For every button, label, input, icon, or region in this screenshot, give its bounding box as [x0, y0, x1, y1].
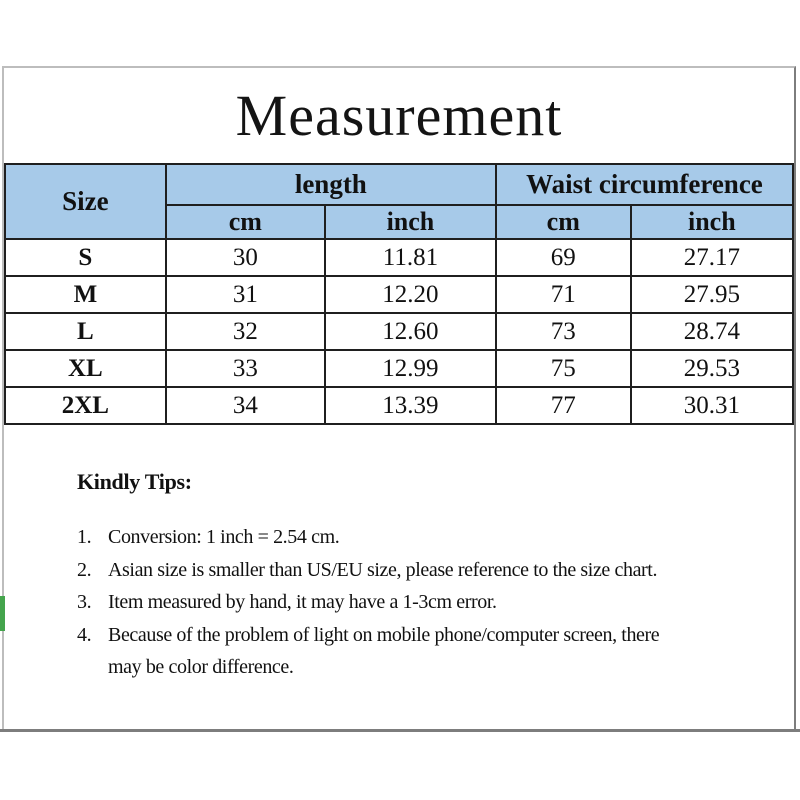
waist-cm-value: 71 — [496, 276, 631, 313]
title-box — [4, 68, 794, 163]
table-row-2xl — [5, 387, 793, 424]
size-label: 2XL — [5, 387, 166, 424]
length-inch-value: 13.39 — [325, 387, 496, 424]
tip-text: Asian size is smaller than US/EU size, please reference to the size chart. — [108, 558, 658, 581]
length-cm-value: 33 — [166, 350, 325, 387]
waist-inch-value: 30.31 — [631, 387, 793, 424]
table-row-xl — [5, 350, 793, 387]
waist-cm-value: 77 — [496, 387, 631, 424]
tip-text: Because of the problem of light on mobile phone/computer screen, there may be color difference. — [108, 623, 660, 678]
tip-number: 1. — [77, 526, 92, 548]
table-row-l — [5, 313, 793, 350]
length-cm-value: 32 — [166, 313, 325, 350]
waist-cm-value: 73 — [496, 313, 631, 350]
tip-item — [77, 554, 794, 587]
content-frame — [2, 66, 796, 730]
length-cm-value: 31 — [166, 276, 325, 313]
length-inch-value: 12.60 — [325, 313, 496, 350]
tip-number: 2. — [77, 558, 92, 581]
column-group-waist: Waist circumference — [496, 164, 793, 205]
length-inch-value: 12.99 — [325, 350, 496, 387]
tip-item — [77, 619, 794, 684]
tip-number: 4. — [77, 623, 92, 646]
table-group-header-row — [5, 164, 793, 205]
measurement-table — [4, 163, 794, 425]
green-edge-marker — [0, 596, 5, 631]
length-inch-value: 11.81 — [325, 239, 496, 276]
column-header-size: Size — [5, 164, 166, 239]
waist-inch-value: 27.95 — [631, 276, 793, 313]
frame-bottom-rule — [0, 729, 800, 732]
size-label: L — [5, 313, 166, 350]
page-title: Measurement — [235, 83, 563, 148]
tip-item — [77, 521, 794, 554]
tip-item — [77, 586, 794, 619]
waist-cm-value: 69 — [496, 239, 631, 276]
waist-inch-value: 27.17 — [631, 239, 793, 276]
tip-text: Item measured by hand, it may have a 1-3cm error. — [108, 591, 497, 613]
unit-header-length-inch: inch — [325, 205, 496, 239]
waist-inch-value: 29.53 — [631, 350, 793, 387]
table-row-m — [5, 276, 793, 313]
tips-heading: Kindly Tips: — [77, 469, 192, 494]
size-label: M — [5, 276, 166, 313]
tips-section — [4, 469, 794, 684]
length-inch-value: 12.20 — [325, 276, 496, 313]
size-label: S — [5, 239, 166, 276]
unit-header-length-cm: cm — [166, 205, 325, 239]
unit-header-waist-cm: cm — [496, 205, 631, 239]
column-group-length: length — [166, 164, 496, 205]
length-cm-value: 30 — [166, 239, 325, 276]
unit-header-waist-inch: inch — [631, 205, 793, 239]
waist-inch-value: 28.74 — [631, 313, 793, 350]
waist-cm-value: 75 — [496, 350, 631, 387]
tip-text: Conversion: 1 inch = 2.54 cm. — [108, 526, 340, 548]
tip-number: 3. — [77, 591, 92, 613]
table-row-s — [5, 239, 793, 276]
size-label: XL — [5, 350, 166, 387]
length-cm-value: 34 — [166, 387, 325, 424]
tips-list — [77, 521, 794, 684]
